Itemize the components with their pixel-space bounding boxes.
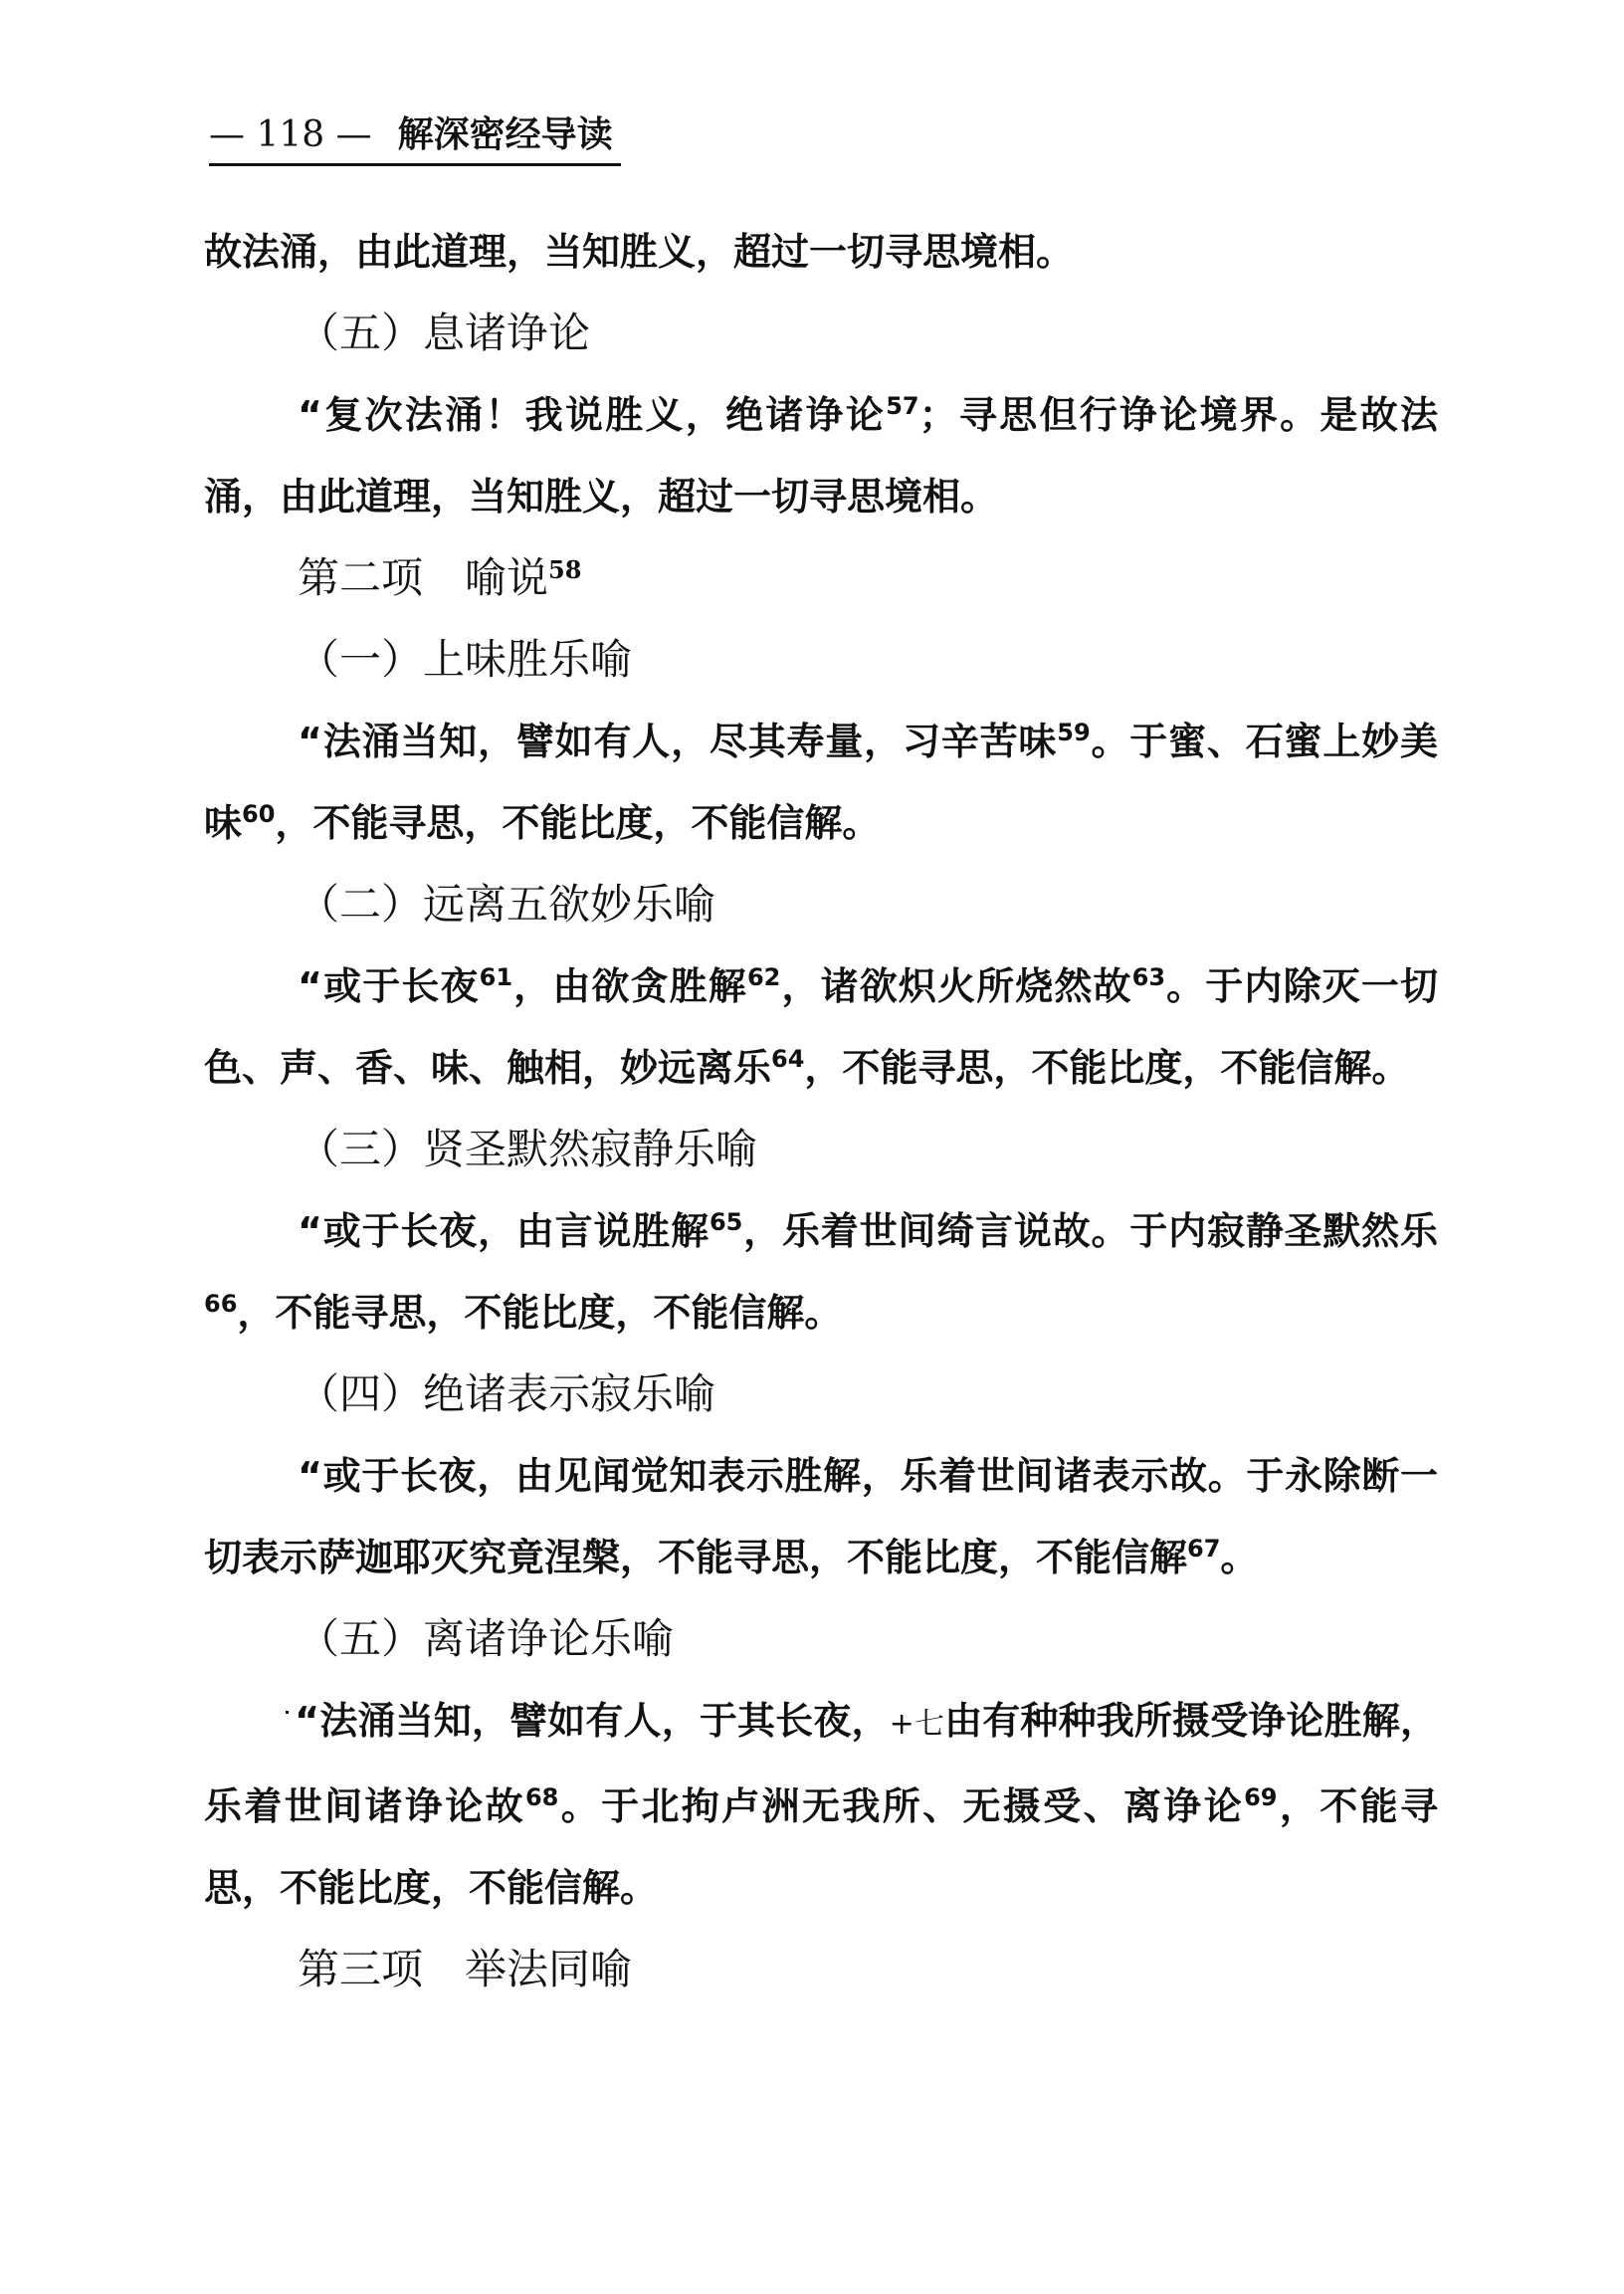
paragraph-text: “或于长夜，由见闻觉知表示胜解，乐着世间诸表示故。于永除断一切表示萨迦耶灭究竟涅槃，不能寻思，不能比度，不能信解 — [204, 1454, 1438, 1579]
paragraph — [204, 1680, 1438, 1929]
section-heading — [204, 537, 1438, 619]
section-heading: （五）离诸诤论乐喻 — [298, 1614, 675, 1663]
section-heading: （二）远离五欲妙乐喻 — [298, 880, 716, 929]
footnote-marker: 65 — [709, 1208, 743, 1236]
paragraph-text: ，不能寻思，不能比度，不能信解。 — [804, 1046, 1410, 1090]
paragraph-text: ，诸欲炽火所烧然故 — [780, 964, 1132, 1008]
footnote-marker: 66 — [204, 1290, 238, 1318]
running-header — [209, 111, 621, 166]
section-heading: 第三项 举法同喻 — [298, 1945, 633, 1993]
page-number: — 118 — — [209, 114, 372, 155]
paragraph-text: 。 — [1220, 1536, 1259, 1579]
footnote-marker: 62 — [746, 963, 781, 991]
paragraph — [204, 701, 1438, 864]
paragraph — [204, 945, 1438, 1109]
paragraph-text: ，由欲贪胜解 — [512, 964, 747, 1008]
paragraph-text: 由有种种我所摄受诤论胜解，乐着世间诸诤论故 — [204, 1699, 1438, 1828]
paragraph-text: 。于内除灭一切色、声、香、味、触相，妙远离乐 — [204, 964, 1438, 1090]
footnote-marker: 59 — [1057, 719, 1091, 746]
heading-text: 第二项 喻说 — [298, 553, 549, 602]
footnote-marker: 61 — [479, 963, 513, 991]
footnote-marker: 63 — [1131, 963, 1166, 991]
paragraph-text: ，不能寻思，不能比度，不能信解。 — [204, 1784, 1438, 1910]
footnote-marker: 64 — [771, 1045, 805, 1073]
section-heading: （一）上味胜乐喻 — [298, 635, 633, 684]
footnote-marker: 60 — [242, 800, 276, 828]
paragraph-text: “法涌当知，譬如有人，于其长夜， — [295, 1699, 890, 1743]
stray-mark: +七 — [889, 1707, 945, 1742]
section-heading: （三）贤圣默然寂静乐喻 — [298, 1125, 758, 1173]
paragraph-text: ，乐着世间绮言说故。于内寂静圣默然乐 — [742, 1209, 1438, 1253]
paragraph — [204, 1190, 1438, 1354]
paragraph-text: 故法涌，由此道理，当知胜义，超过一切寻思境相。 — [204, 230, 1075, 274]
stray-mark: ˙ — [280, 1707, 296, 1742]
paragraph-text: “法涌当知，譬如有人，尽其寿量，习辛苦味 — [298, 720, 1058, 763]
section-heading: （五）息诸诤论 — [298, 309, 591, 357]
body-text — [204, 211, 1438, 2010]
paragraph-text: “或于长夜 — [298, 964, 480, 1008]
paragraph-text: 。于北拘卢洲无我所、无摄受、离诤论 — [558, 1784, 1245, 1828]
paragraph-text: “复次法涌！我说胜义，绝诸诤论 — [298, 393, 887, 437]
section-heading: （四）绝诸表示寂乐喻 — [298, 1369, 716, 1418]
footnote-marker: 67 — [1187, 1535, 1221, 1563]
paragraph-text: ；寻思但行诤论境界。是故法涌，由此道理，当知胜义，超过一切寻思境相。 — [204, 393, 1438, 519]
paragraph-text: ，不能寻思，不能比度，不能信解。 — [275, 801, 881, 845]
paragraph-text: ，不能寻思，不能比度，不能信解。 — [237, 1291, 843, 1335]
footnote-marker: 68 — [524, 1783, 559, 1811]
footnote-marker: 58 — [548, 555, 582, 584]
paragraph — [204, 211, 1438, 293]
paragraph — [204, 1435, 1438, 1598]
paragraph-text: “或于长夜，由言说胜解 — [298, 1209, 710, 1253]
paragraph-text: 。于蜜、石蜜上妙美味 — [204, 720, 1438, 845]
book-title: 解深密经导读 — [397, 114, 613, 155]
paragraph — [204, 374, 1438, 537]
footnote-marker: 57 — [886, 392, 919, 420]
footnote-marker: 69 — [1244, 1783, 1278, 1811]
